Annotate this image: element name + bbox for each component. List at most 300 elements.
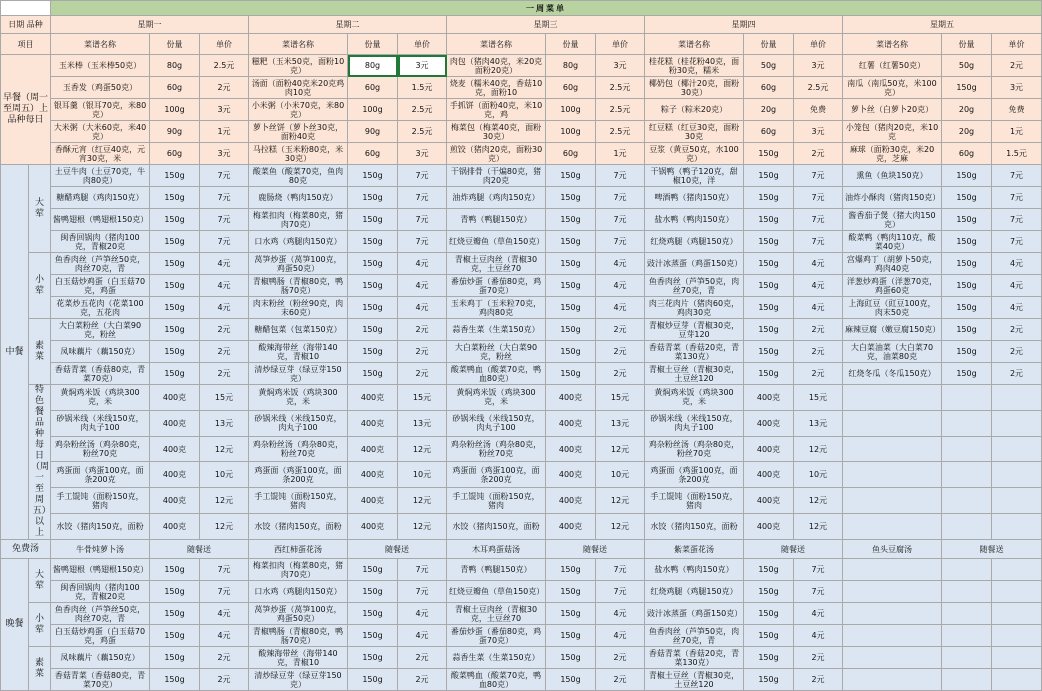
portion-cell[interactable] (942, 669, 992, 691)
portion-cell[interactable]: 150g (348, 253, 398, 275)
price-cell[interactable]: 7元 (596, 165, 645, 187)
price-cell[interactable]: 1元 (992, 121, 1042, 143)
price-cell[interactable] (992, 559, 1042, 581)
dish-name-cell[interactable]: 干锅鸭（鸭子120克，甜椒10克，洋 (645, 165, 744, 187)
dish-name-cell[interactable]: 香酥元宵（红豆40克，元宵30克，米 (51, 143, 150, 165)
price-cell[interactable]: 4元 (596, 625, 645, 647)
portion-cell[interactable]: 150g (546, 165, 596, 187)
dish-name-cell[interactable]: 闽香回锅肉（猪肉100克，青椒20克 (51, 231, 150, 253)
category-cell[interactable]: 素菜 (29, 319, 51, 385)
portion-cell[interactable]: 150g (546, 603, 596, 625)
portion-cell[interactable]: 60g (150, 143, 200, 165)
portion-cell[interactable]: 400克 (150, 436, 200, 462)
price-cell[interactable]: 12元 (398, 436, 447, 462)
price-cell[interactable]: 10元 (596, 462, 645, 488)
dish-name-cell[interactable]: 花菜炒五花肉（花菜100克，五花肉 (51, 297, 150, 319)
price-cell[interactable]: 2元 (794, 363, 843, 385)
price-cell[interactable]: 4元 (596, 275, 645, 297)
portion-cell[interactable]: 400克 (348, 462, 398, 488)
dish-name-cell[interactable]: 玉米鸡丁（玉米粒70克，鸡肉80克 (447, 297, 546, 319)
portion-cell[interactable]: 400克 (744, 385, 794, 411)
portion-cell[interactable]: 150g (150, 669, 200, 691)
soup-note-cell[interactable]: 随餐送 (744, 540, 843, 559)
dish-name-header[interactable]: 菜谱名称 (51, 34, 150, 55)
dish-name-header[interactable]: 菜谱名称 (843, 34, 942, 55)
price-cell[interactable]: 12元 (398, 514, 447, 540)
soup-name-cell[interactable]: 紫菜蛋花汤 (645, 540, 744, 559)
dish-name-cell[interactable]: 肉三花肉片（猪肉60克，鸡肉30克 (645, 297, 744, 319)
dish-name-cell[interactable] (843, 625, 942, 647)
price-cell[interactable]: 2元 (200, 77, 249, 99)
price-cell[interactable]: 1元 (200, 121, 249, 143)
dish-name-cell[interactable]: 盐水鸭（鸭肉150克） (645, 209, 744, 231)
portion-cell[interactable]: 150g (942, 187, 992, 209)
portion-cell[interactable]: 400克 (546, 462, 596, 488)
dish-name-cell[interactable]: 砂锅米线（米线150克，肉丸子100 (645, 410, 744, 436)
dish-name-cell[interactable]: 酸菜鱼（酸菜70克，鱼肉80克 (249, 165, 348, 187)
category-cell[interactable]: 小荤 (29, 253, 51, 319)
free-soup-label-cell[interactable]: 免费汤 (1, 540, 51, 559)
dish-name-cell[interactable]: 青鸭（鸭腿150克） (447, 559, 546, 581)
portion-cell[interactable]: 150g (744, 209, 794, 231)
portion-cell[interactable]: 150g (546, 669, 596, 691)
dish-name-cell[interactable]: 清炒绿豆芽（绿豆芽150克） (249, 669, 348, 691)
portion-cell[interactable]: 150g (348, 187, 398, 209)
price-cell[interactable]: 2.5元 (596, 77, 645, 99)
dish-name-cell[interactable]: 水饺（猪肉150克，面粉 (447, 514, 546, 540)
dish-name-cell[interactable]: 梅菜扣肉（梅菜80克，猪肉70克） (249, 559, 348, 581)
portion-cell[interactable]: 400克 (744, 514, 794, 540)
price-cell[interactable]: 2元 (200, 669, 249, 691)
price-cell[interactable]: 3元 (794, 121, 843, 143)
price-header[interactable]: 单价 (794, 34, 843, 55)
price-cell[interactable] (992, 410, 1042, 436)
category-cell[interactable]: 大荤 (29, 559, 51, 603)
price-cell[interactable]: 13元 (200, 410, 249, 436)
portion-cell[interactable]: 150g (150, 209, 200, 231)
day-header-5[interactable]: 星期五 (843, 16, 1042, 34)
price-cell[interactable]: 2.5元 (200, 55, 249, 77)
dish-name-cell[interactable] (843, 559, 942, 581)
price-cell[interactable]: 4元 (398, 625, 447, 647)
price-cell[interactable]: 4元 (596, 297, 645, 319)
portion-cell[interactable]: 60g (744, 121, 794, 143)
dish-name-cell[interactable] (843, 385, 942, 411)
portion-cell[interactable]: 90g (348, 121, 398, 143)
portion-cell[interactable]: 150g (942, 363, 992, 385)
dish-name-cell[interactable]: 盐水鸭（鸭肉150克） (645, 559, 744, 581)
portion-cell[interactable]: 400克 (150, 488, 200, 514)
portion-cell[interactable]: 150g (348, 603, 398, 625)
price-cell[interactable] (992, 669, 1042, 691)
dish-name-cell[interactable]: 青椒土豆丝（青椒30克，土豆丝120 (645, 669, 744, 691)
portion-cell[interactable]: 150g (546, 341, 596, 363)
portion-cell[interactable] (942, 625, 992, 647)
portion-cell[interactable]: 400克 (744, 462, 794, 488)
portion-cell[interactable]: 20g (744, 99, 794, 121)
price-cell[interactable]: 4元 (992, 297, 1042, 319)
price-cell[interactable]: 4元 (596, 603, 645, 625)
price-cell[interactable]: 7元 (596, 231, 645, 253)
day-header-3[interactable]: 星期三 (447, 16, 645, 34)
price-cell[interactable] (992, 385, 1042, 411)
price-cell[interactable]: 4元 (398, 275, 447, 297)
portion-cell[interactable]: 400克 (744, 436, 794, 462)
portion-cell[interactable]: 150g (744, 363, 794, 385)
day-header-2[interactable]: 星期二 (249, 16, 447, 34)
dish-name-cell[interactable]: 酸辣海带丝（海带140克，青椒10 (249, 647, 348, 669)
dish-name-cell[interactable]: 番茄炒蛋（番茄80克，鸡蛋70克） (447, 625, 546, 647)
portion-cell[interactable]: 150g (348, 275, 398, 297)
soup-note-cell[interactable]: 随餐送 (546, 540, 645, 559)
portion-cell[interactable] (942, 462, 992, 488)
dish-name-cell[interactable]: 马拉糕（玉米粉80克，米30克） (249, 143, 348, 165)
portion-cell[interactable]: 150g (744, 319, 794, 341)
portion-cell[interactable]: 20g (942, 121, 992, 143)
price-cell[interactable]: 2元 (200, 363, 249, 385)
dish-name-cell[interactable]: 手工馄饨（面粉150克，猪肉 (249, 488, 348, 514)
portion-cell[interactable]: 150g (744, 559, 794, 581)
dish-name-cell[interactable]: 砂锅米线（米线150克，肉丸子100 (249, 410, 348, 436)
dish-name-cell[interactable]: 熏鱼（鱼块150克） (843, 165, 942, 187)
dish-name-cell[interactable]: 青椒鸭肠（青椒80克，鸭肠70克） (249, 275, 348, 297)
price-cell[interactable]: 2元 (596, 647, 645, 669)
dish-name-cell[interactable]: 红烧豆瓣鱼（草鱼150克） (447, 581, 546, 603)
price-cell[interactable]: 2元 (992, 319, 1042, 341)
portion-cell[interactable]: 60g (348, 143, 398, 165)
price-cell[interactable]: 7元 (794, 209, 843, 231)
price-cell[interactable] (992, 488, 1042, 514)
portion-cell[interactable]: 150g (546, 625, 596, 647)
price-cell[interactable]: 2元 (992, 363, 1042, 385)
portion-cell[interactable]: 150g (546, 231, 596, 253)
price-cell[interactable]: 7元 (398, 209, 447, 231)
portion-cell[interactable]: 150g (150, 363, 200, 385)
price-cell[interactable] (992, 625, 1042, 647)
portion-header[interactable]: 份量 (150, 34, 200, 55)
portion-cell[interactable]: 150g (546, 559, 596, 581)
dish-name-cell[interactable] (843, 488, 942, 514)
portion-cell[interactable]: 100g (150, 99, 200, 121)
soup-name-cell[interactable]: 牛骨炖萝卜汤 (51, 540, 150, 559)
dish-name-cell[interactable]: 土豆牛肉（土豆70克，牛肉80克） (51, 165, 150, 187)
portion-cell[interactable]: 150g (546, 187, 596, 209)
dish-name-cell[interactable]: 蒜香生菜（生菜150克） (447, 319, 546, 341)
price-cell[interactable]: 4元 (398, 297, 447, 319)
dish-name-cell[interactable]: 糖醋鸡腿（鸡肉150克） (51, 187, 150, 209)
dish-name-header[interactable]: 菜谱名称 (645, 34, 744, 55)
portion-cell[interactable]: 150g (348, 297, 398, 319)
day-header-4[interactable]: 星期四 (645, 16, 843, 34)
portion-cell[interactable]: 150g (546, 275, 596, 297)
dish-name-cell[interactable]: 青椒土豆丝（青椒30克，土豆丝120 (645, 363, 744, 385)
portion-cell[interactable]: 150g (348, 647, 398, 669)
dish-name-cell[interactable]: 鸡蛋面（鸡蛋100克，面条200克 (645, 462, 744, 488)
portion-header[interactable]: 份量 (942, 34, 992, 55)
portion-cell[interactable]: 400克 (744, 410, 794, 436)
price-cell[interactable]: 15元 (398, 385, 447, 411)
price-cell[interactable]: 4元 (200, 253, 249, 275)
dish-name-cell[interactable]: 口水鸡（鸡腿肉150克） (249, 581, 348, 603)
dish-name-cell[interactable]: 干锅排骨（干煸80克，猪肉20克 (447, 165, 546, 187)
dish-name-cell[interactable]: 鱼香肉丝（芦笋丝50克，肉丝70克，青 (51, 253, 150, 275)
portion-cell[interactable]: 150g (150, 187, 200, 209)
dish-name-cell[interactable]: 洋葱炒鸡蛋（洋葱70克，鸡蛋60克 (843, 275, 942, 297)
portion-cell[interactable]: 150g (150, 625, 200, 647)
price-cell[interactable]: 7元 (794, 231, 843, 253)
price-cell[interactable]: 12元 (596, 514, 645, 540)
dish-name-cell[interactable]: 黄焖鸡米饭（鸡块300克，米 (249, 385, 348, 411)
price-cell[interactable]: 4元 (794, 603, 843, 625)
lunch-label-cell[interactable]: 中餐 (1, 165, 29, 540)
dish-name-cell[interactable]: 粽子（粽米20克） (645, 99, 744, 121)
portion-cell[interactable]: 80g (150, 55, 200, 77)
dish-name-cell[interactable]: 莴笋炒蛋（莴笋100克，鸡蛋50克） (249, 603, 348, 625)
dish-name-cell[interactable]: 香菇青菜（香菇20克，青菜130克） (645, 647, 744, 669)
price-cell[interactable]: 10元 (794, 462, 843, 488)
dish-name-cell[interactable]: 煎饺（猪肉20克，面粉30克） (447, 143, 546, 165)
dish-name-cell[interactable]: 手工馄饨（面粉150克，猪肉 (447, 488, 546, 514)
price-cell[interactable]: 2元 (200, 319, 249, 341)
portion-cell[interactable]: 400克 (150, 385, 200, 411)
portion-cell[interactable]: 150g (744, 231, 794, 253)
portion-cell[interactable] (942, 581, 992, 603)
dish-name-cell[interactable]: 肉包（猪肉40克，米20克面粉20克） (447, 55, 546, 77)
dish-name-cell[interactable]: 酱鸭翅根（鸭翅根150克） (51, 559, 150, 581)
dish-name-cell[interactable]: 麻辣豆腐（嫩豆腐150克） (843, 319, 942, 341)
dish-name-cell[interactable]: 口水鸡（鸡腿肉150克） (249, 231, 348, 253)
dish-name-cell[interactable]: 烧麦（糯米40克，香菇10克，面粉10 (447, 77, 546, 99)
dish-name-cell[interactable]: 银耳羹（银耳70克，米80克） (51, 99, 150, 121)
dish-name-cell[interactable]: 麻球（面粉30克，米20克，芝麻 (843, 143, 942, 165)
price-cell[interactable]: 2元 (596, 669, 645, 691)
dish-name-cell[interactable]: 桂花糕（桂花粉40克，面粉30克，糯米 (645, 55, 744, 77)
price-cell[interactable] (992, 514, 1042, 540)
dish-name-cell[interactable]: 鸡蛋面（鸡蛋100克，面条200克 (447, 462, 546, 488)
date-variety-corner-cell[interactable]: 日期 品种 (1, 16, 51, 34)
dish-name-cell[interactable] (843, 514, 942, 540)
portion-cell[interactable] (942, 436, 992, 462)
price-cell[interactable]: 12元 (200, 488, 249, 514)
dish-name-cell[interactable]: 豆浆（黄豆50克，水100克） (645, 143, 744, 165)
price-cell[interactable]: 1.5元 (398, 77, 447, 99)
price-cell[interactable]: 4元 (794, 275, 843, 297)
portion-cell[interactable]: 400克 (150, 462, 200, 488)
price-cell[interactable]: 15元 (200, 385, 249, 411)
portion-cell[interactable]: 150g (546, 319, 596, 341)
price-cell[interactable]: 4元 (596, 253, 645, 275)
price-cell[interactable] (992, 647, 1042, 669)
dish-name-cell[interactable] (843, 462, 942, 488)
portion-cell[interactable]: 150g (942, 209, 992, 231)
portion-cell[interactable]: 400克 (744, 488, 794, 514)
category-cell[interactable]: 小荤 (29, 603, 51, 647)
dish-name-cell[interactable]: 鸡杂粉丝汤（鸡杂80克，粉丝70克 (447, 436, 546, 462)
dish-name-cell[interactable]: 鸡杂粉丝汤（鸡杂80克，粉丝70克 (249, 436, 348, 462)
price-cell[interactable]: 2.5元 (596, 99, 645, 121)
dish-name-cell[interactable] (843, 410, 942, 436)
price-cell[interactable]: 13元 (794, 410, 843, 436)
price-cell[interactable]: 7元 (596, 187, 645, 209)
soup-name-cell[interactable]: 西红柿蛋花汤 (249, 540, 348, 559)
price-cell[interactable]: 3元 (992, 77, 1042, 99)
price-cell[interactable]: 2.5元 (398, 121, 447, 143)
portion-cell[interactable]: 50g (942, 55, 992, 77)
portion-cell[interactable]: 150g (150, 253, 200, 275)
price-cell[interactable]: 13元 (596, 410, 645, 436)
portion-cell[interactable]: 150g (348, 165, 398, 187)
dish-name-cell[interactable]: 梅菜扣肉（梅菜80克，猪肉70克） (249, 209, 348, 231)
portion-cell[interactable]: 150g (546, 363, 596, 385)
price-cell[interactable]: 12元 (200, 514, 249, 540)
portion-cell[interactable]: 400克 (546, 514, 596, 540)
portion-cell[interactable]: 150g (150, 341, 200, 363)
portion-cell[interactable]: 150g (546, 297, 596, 319)
portion-cell[interactable]: 60g (348, 77, 398, 99)
portion-cell[interactable]: 400克 (546, 385, 596, 411)
dish-name-cell[interactable]: 豉汁冰蒸蛋（鸡蛋150克） (645, 253, 744, 275)
price-cell[interactable]: 4元 (794, 297, 843, 319)
dish-name-cell[interactable]: 黄焖鸡米饭（鸡块300克，米 (447, 385, 546, 411)
portion-cell[interactable]: 150g (348, 341, 398, 363)
dish-name-cell[interactable]: 南瓜（南瓜50克，米100克） (843, 77, 942, 99)
dish-name-cell[interactable]: 红烧鸡腿（鸡腿150克） (645, 581, 744, 603)
price-cell[interactable]: 7元 (200, 231, 249, 253)
portion-cell[interactable]: 150g (150, 603, 200, 625)
price-cell[interactable]: 7元 (596, 559, 645, 581)
portion-cell[interactable]: 150g (546, 209, 596, 231)
price-cell[interactable]: 4元 (992, 275, 1042, 297)
price-cell[interactable]: 7元 (992, 209, 1042, 231)
price-cell[interactable]: 7元 (200, 209, 249, 231)
portion-header[interactable]: 份量 (546, 34, 596, 55)
portion-cell[interactable]: 60g (744, 77, 794, 99)
price-cell[interactable]: 12元 (596, 488, 645, 514)
dish-name-cell[interactable]: 红烧豆瓣鱼（草鱼150克） (447, 231, 546, 253)
price-cell[interactable]: 4元 (200, 297, 249, 319)
price-cell[interactable]: 7元 (398, 165, 447, 187)
dish-name-cell[interactable]: 糍粑（玉米50克，面粉10克） (249, 55, 348, 77)
price-cell[interactable]: 15元 (596, 385, 645, 411)
dish-name-cell[interactable]: 上海豇豆（豇豆100克，肉末50克 (843, 297, 942, 319)
portion-cell[interactable]: 100g (348, 99, 398, 121)
price-cell[interactable]: 3元 (398, 143, 447, 165)
portion-cell[interactable] (942, 410, 992, 436)
price-cell[interactable]: 2元 (794, 319, 843, 341)
portion-cell[interactable]: 400克 (150, 514, 200, 540)
portion-cell[interactable]: 20g (942, 99, 992, 121)
dish-name-cell[interactable]: 酸辣海带丝（海带140克，青椒10 (249, 341, 348, 363)
portion-cell[interactable]: 150g (348, 559, 398, 581)
portion-header[interactable]: 份量 (348, 34, 398, 55)
portion-cell[interactable]: 150g (942, 165, 992, 187)
dish-name-cell[interactable]: 小笼包（猪肉20克，米10克 (843, 121, 942, 143)
dish-name-cell[interactable]: 青椒土豆肉丝（青椒30克，土豆丝70 (447, 253, 546, 275)
price-cell[interactable]: 4元 (992, 253, 1042, 275)
corner-blank-cell[interactable] (1, 1, 51, 16)
dish-name-cell[interactable]: 红烧鸡腿（鸡腿150克） (645, 231, 744, 253)
dish-name-cell[interactable]: 红薯（红薯50克） (843, 55, 942, 77)
dish-name-cell[interactable]: 香菇青菜（香菇20克，青菜130克） (645, 341, 744, 363)
portion-header[interactable]: 份量 (744, 34, 794, 55)
price-cell[interactable]: 10元 (200, 462, 249, 488)
day-header-1[interactable]: 星期一 (51, 16, 249, 34)
dish-name-cell[interactable]: 大米粥（大米60克，米40克） (51, 121, 150, 143)
dish-name-cell[interactable]: 汤面（面粉40克米20克鸡肉10克 (249, 77, 348, 99)
dish-name-cell[interactable]: 手工馄饨（面粉150克，猪肉 (645, 488, 744, 514)
price-cell[interactable]: 2.5元 (794, 77, 843, 99)
portion-cell[interactable]: 150g (744, 187, 794, 209)
sheet-title[interactable]: 一周菜单 (51, 1, 1042, 16)
price-cell[interactable]: 3元 (398, 55, 447, 77)
price-cell[interactable]: 15元 (794, 385, 843, 411)
price-cell[interactable]: 7元 (200, 559, 249, 581)
dish-name-cell[interactable] (843, 436, 942, 462)
dish-name-cell[interactable] (843, 669, 942, 691)
dish-name-cell[interactable]: 大白菜粉丝（大白菜90克，粉丝 (51, 319, 150, 341)
dish-name-cell[interactable]: 鱼香肉丝（芦笋50克，肉丝70克，青 (645, 625, 744, 647)
price-cell[interactable]: 2元 (596, 363, 645, 385)
portion-cell[interactable]: 150g (942, 297, 992, 319)
portion-cell[interactable] (942, 385, 992, 411)
price-cell[interactable]: 10元 (398, 462, 447, 488)
dish-name-cell[interactable]: 凤味藕片（藕150克） (51, 647, 150, 669)
price-cell[interactable]: 2元 (794, 669, 843, 691)
portion-cell[interactable]: 150g (744, 603, 794, 625)
portion-cell[interactable] (942, 559, 992, 581)
portion-cell[interactable]: 150g (942, 231, 992, 253)
price-cell[interactable]: 2元 (596, 319, 645, 341)
dish-name-cell[interactable]: 宫爆鸡丁（胡萝卜50克，鸡肉40克 (843, 253, 942, 275)
dish-name-cell[interactable]: 玉米棒（玉米棒50克） (51, 55, 150, 77)
portion-cell[interactable]: 150g (150, 319, 200, 341)
dish-name-cell[interactable]: 凤味藕片（藕150克） (51, 341, 150, 363)
price-cell[interactable]: 2元 (794, 647, 843, 669)
price-cell[interactable]: 12元 (794, 514, 843, 540)
price-cell[interactable]: 2.5元 (398, 99, 447, 121)
category-cell[interactable]: 特色餐品种每日（周一至周五）以上 (29, 385, 51, 540)
dish-name-cell[interactable]: 大白菜粉丝（大白菜90克，粉丝 (447, 341, 546, 363)
price-cell[interactable]: 2元 (794, 341, 843, 363)
dish-name-cell[interactable]: 鸡杂粉丝汤（鸡杂80克，粉丝70克 (51, 436, 150, 462)
portion-cell[interactable]: 150g (150, 581, 200, 603)
dish-name-cell[interactable]: 水饺（猪肉150克，面粉 (51, 514, 150, 540)
portion-cell[interactable]: 150g (744, 143, 794, 165)
price-cell[interactable]: 1元 (596, 143, 645, 165)
dish-name-cell[interactable]: 椰奶包（椰汁20克，面粉30克） (645, 77, 744, 99)
portion-cell[interactable]: 150g (942, 253, 992, 275)
portion-cell[interactable]: 60g (150, 77, 200, 99)
portion-cell[interactable]: 400克 (348, 488, 398, 514)
dish-name-cell[interactable]: 酸菜鸭血（酸菜70克，鸭血80克） (447, 669, 546, 691)
portion-cell[interactable]: 150g (744, 669, 794, 691)
portion-cell[interactable]: 150g (150, 275, 200, 297)
dish-name-cell[interactable]: 鱼香肉丝（芦笋50克，肉丝70克，青 (645, 275, 744, 297)
price-cell[interactable] (992, 581, 1042, 603)
portion-cell[interactable]: 150g (744, 165, 794, 187)
dish-name-cell[interactable]: 油炸鸡腿（鸡肉150克） (447, 187, 546, 209)
dish-name-cell[interactable]: 酱鸭翅根（鸭翅根150克） (51, 209, 150, 231)
portion-cell[interactable]: 400克 (546, 410, 596, 436)
portion-cell[interactable]: 150g (546, 647, 596, 669)
soup-note-cell[interactable]: 随餐送 (150, 540, 249, 559)
price-cell[interactable]: 12元 (398, 488, 447, 514)
dish-name-cell[interactable]: 鱼香肉丝（芦笋丝50克，肉丝70克，青 (51, 603, 150, 625)
portion-cell[interactable]: 150g (942, 341, 992, 363)
price-cell[interactable]: 12元 (200, 436, 249, 462)
price-header[interactable]: 单价 (398, 34, 447, 55)
price-cell[interactable]: 7元 (398, 187, 447, 209)
